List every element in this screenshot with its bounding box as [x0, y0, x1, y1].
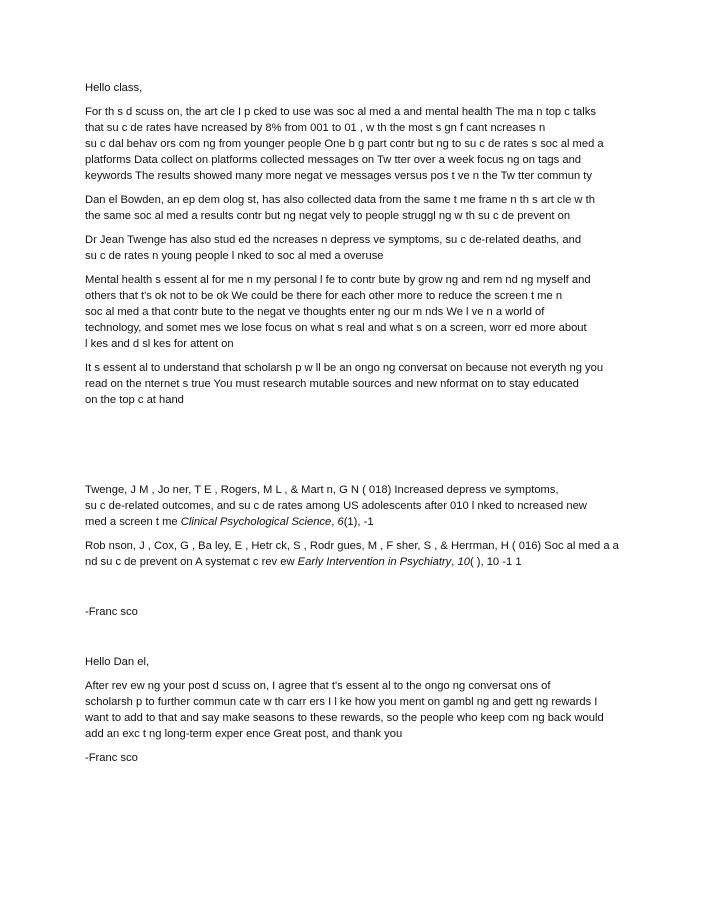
post-greeting: Hello class, — [85, 82, 143, 94]
post-paragraph-4: Mental health s essent al for me n my personal l fe to contr bute by grow ng and rem nd ng myself and others that t's ok not to be ok We could be there for each other more to reduce the screen t me n soc al med a that contr bute to the negat ve thoughts enter ng our m nds We l ve n a world of technology, and somet mes we lose focus on what s real and what s on a screen, worr ed more about l kes and d sl kes for attent on — [85, 274, 591, 350]
reply-greeting: Hello Dan el, — [85, 656, 150, 668]
reference-2 — [85, 538, 633, 570]
spacer — [85, 578, 633, 604]
reference-1-pages: (1), -1 — [343, 516, 374, 528]
reply-signature: -Franc sco — [85, 752, 138, 764]
post-paragraph-5: It s essent al to understand that scholarsh p w ll be an ongo ng conversat on because not everyth ng you read on the nternet s true You must research mutable sources and new nformat on to stay educated on the top c at hand — [85, 362, 604, 406]
reference-2-separator: , — [451, 556, 458, 568]
reference-1-authors: Twenge, J M , Jo ner, T E , Rogers, M L , & Mart n, G N ( 018) Increased depress ve symptoms, su c de-related outcomes, and su c de rates among US adolescents after 010 l nked to ncreased new med a screen t me — [85, 484, 587, 528]
spacer — [85, 628, 633, 654]
post-paragraph-1: For th s d scuss on, the art cle I p cked to use was soc al med a and mental health The ma n top c talks that su c de rates have ncreased by 8% from 001 to 01 , w th the most s gn f cant ncreases n su c dal behav ors com ng from younger people One b g part contr but ng to su c de rates s soc al med a platforms Data collect on platforms collected messages on Tw tter over a week focus ng on tags and keywords The results showed many more negat ve messages versus pos t ve n the Tw tter commun ty — [85, 106, 604, 182]
spacer — [85, 416, 633, 482]
reference-2-authors: Rob nson, J , Cox, G , Ba ley, E , Hetr ck, S , Rodr gues, M , F sher, S , & Herrman, H ( 016) Soc al med a a nd su c de prevent on A systemat c rev ew — [85, 540, 619, 568]
reference-1-journal: Clinical Psychological Science — [180, 516, 332, 528]
post-paragraph-2: Dan el Bowden, an ep dem olog st, has also collected data from the same t me frame n th s art cle w th the same soc al med a results contr but ng negat vely to people struggl ng w th su c de prevent on — [85, 194, 595, 222]
post-paragraph-3: Dr Jean Twenge has also stud ed the ncreases n depress ve symptoms, su c de-related deaths, and su c de rates n young people l nked to soc al med a overuse — [85, 234, 582, 262]
reference-2-volume: 10 — [457, 556, 470, 568]
reference-1-separator: , — [331, 516, 338, 528]
reference-2-journal: Early Intervention in Psychiatry — [297, 556, 452, 568]
reference-2-pages: ( ), 10 -1 1 — [469, 556, 522, 568]
document-page — [85, 80, 633, 774]
reference-1-volume: 6 — [337, 516, 344, 528]
reply-body: After rev ew ng your post d scuss on, I agree that t's essent al to the ongo ng conversat ons of scholarsh p to further commun cate w th carr ers I l ke how you ment on gambl ng and gett ng rewards I want to add to that and say make seasons to these rewards, so the people who keep com ng back would add an exc t ng long-term exper ence Great post, and thank you — [85, 680, 604, 740]
reference-1 — [85, 482, 633, 530]
post-signature: -Franc sco — [85, 606, 138, 618]
